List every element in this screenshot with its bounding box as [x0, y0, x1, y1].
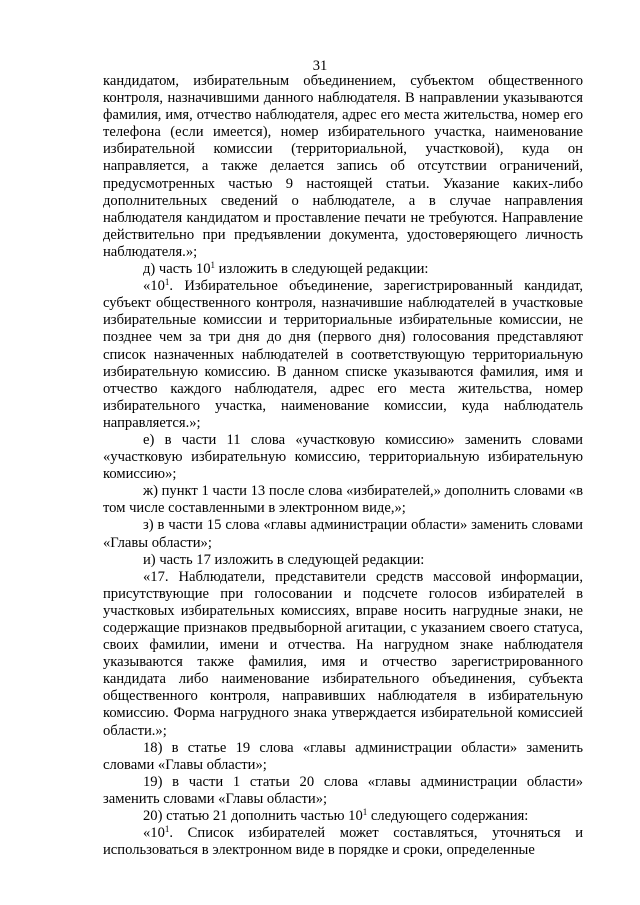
paragraph-11: [103, 808, 583, 825]
paragraph-text: «17. Наблюдатели, представители средств массовой информации, присутствующие при голосовании и подсчете голосов избирателей в участковых избирательных комиссиях, вправе носить нагрудные знаки, не содержащие признаков предвыборной агитации, с указанием своего статуса, своих фамилии, имени и отчества. На нагрудном знаке наблюдателя указываются также фамилия, имя и отчество зарегистрированного кандидата либо наименование избирательного объединения, субъекта общественного контроля, направивших наблюдателя в избирательную комиссию. Форма нагрудного знака утверждается избирательной комиссией области.»;: [103, 568, 583, 739]
paragraph-text: следующего содержания:: [367, 808, 529, 825]
paragraph-text: 19) в части 1 статьи 20 слова «главы администрации области» заменить словами «Главы области»;: [103, 773, 583, 807]
paragraph-6: [103, 517, 583, 551]
paragraph-9: [103, 740, 583, 774]
superscript: 1: [362, 807, 368, 818]
paragraph-4: [103, 432, 583, 483]
paragraph-8: [103, 569, 583, 740]
superscript: 1: [210, 260, 216, 271]
paragraph-7: [103, 552, 583, 569]
paragraph-text: «10: [143, 825, 165, 842]
paragraph-1: [103, 73, 583, 261]
paragraph-5: [103, 483, 583, 517]
superscript: 1: [164, 277, 170, 288]
paragraph-text: 18) в статье 19 слова «главы администрации области» заменить словами «Главы области»;: [103, 739, 583, 773]
paragraph-text: 20) статью 21 дополнить частью 10: [143, 808, 363, 825]
superscript: 1: [164, 824, 170, 835]
paragraph-10: [103, 774, 583, 808]
paragraph-text: . Список избирателей может составляться, уточняться и использоваться в электронном виде в порядке и сроки, определенные: [103, 825, 583, 859]
paragraph-3: [103, 278, 583, 432]
paragraph-text: кандидатом, избирательным объединением, субъектом общественного контроля, назначившими данного наблюдателя. В направлении указываются фамилия, имя, отчество наблюдателя, адрес его места жительства, номер его телефона (если имеется), номер избирательного участка, наименование избирательной комиссии (территориальной, участковой), куда он направляется, а также делается запись об отсутствии ограничений, предусмотренных частью 9 настоящей статьи. Указание каких-либо дополнительных сведений о наблюдателе, а в случае направления наблюдателя кандидатом и проставление печати не требуются. Направление действительно при предъявлении документа, удостоверяющего личность наблюдателя.»;: [103, 73, 583, 260]
paragraph-text: ж) пункт 1 части 13 после слова «избирателей,» дополнить словами «в том числе составленными в электронном виде,»;: [103, 483, 583, 517]
paragraph-12: [103, 825, 583, 859]
paragraph-text: д) часть 10: [143, 261, 211, 278]
paragraph-text: изложить в следующей редакции:: [215, 261, 429, 278]
paragraph-text: и) часть 17 изложить в следующей редакции:: [143, 551, 425, 568]
paragraph-text: е) в части 11 слова «участковую комиссию» заменить словами «участковую избирательную комиссию, территориальную избирательную комиссию»;: [103, 431, 583, 483]
paragraph-text: . Избирательное объединение, зарегистрированный кандидат, субъект общественного контроля, назначившие наблюдателей в участковые избирательные комиссии и территориальные избирательные комиссии, не позднее чем за три дня до дня (первого дня) голосования представляют список назначенных наблюдателей в соответствующую территориальную избирательную комиссию. В данном списке указываются фамилия, имя и отчество каждого наблюдателя, адрес его места жительства, номер избирательного участка, наименование комиссии, куда наблюдатель направляется.»;: [103, 278, 583, 431]
paragraph-text: «10: [143, 278, 165, 295]
paragraph-text: з) в части 15 слова «главы администрации области» заменить словами «Главы области»;: [103, 517, 583, 551]
page-number: 31: [312, 58, 328, 74]
paragraph-2: [103, 261, 583, 278]
document-body: [103, 73, 583, 859]
